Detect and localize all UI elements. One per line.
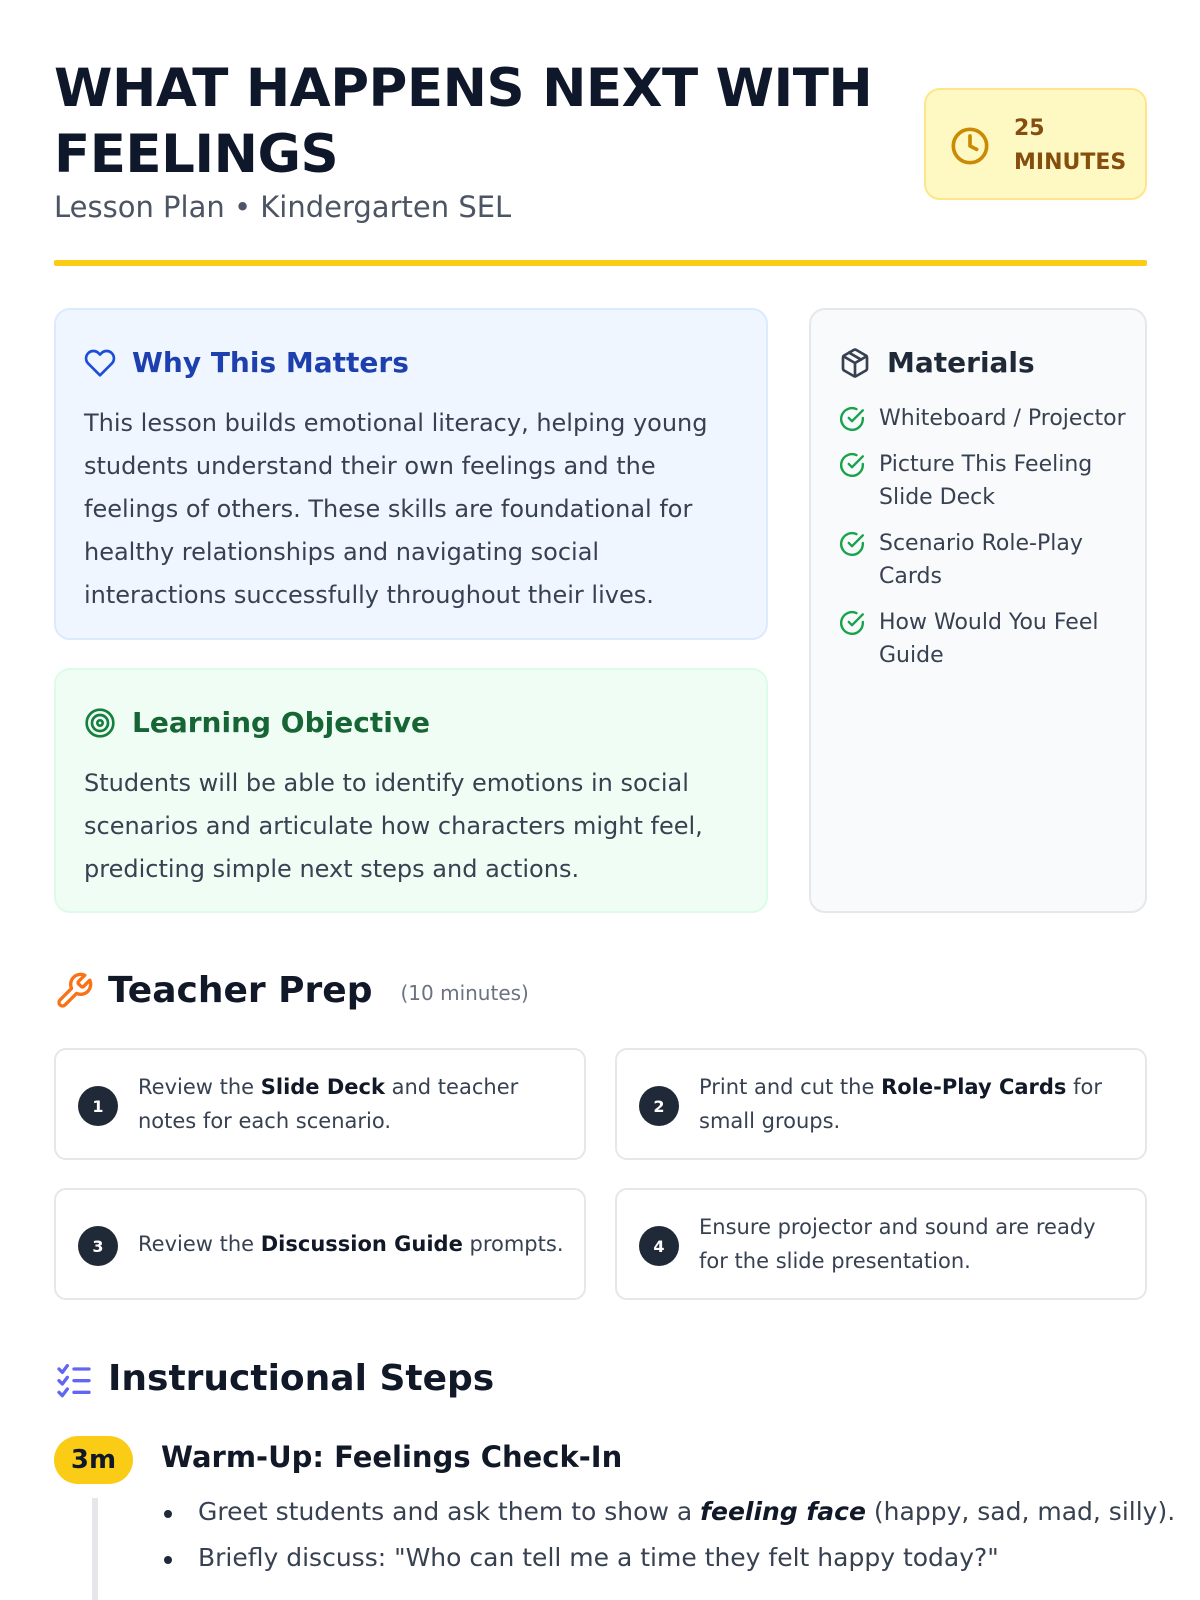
objective-body: Students will be able to identify emotions in social scenarios and articulate how characters might feel, predicting simple next steps and actions. — [84, 769, 703, 883]
prep-text-part: Print and cut the — [699, 1075, 882, 1099]
prep-text-part: Ensure projector and sound are ready for the slide presentation. — [699, 1215, 1096, 1273]
prep-step-text — [138, 1070, 566, 1138]
list-item — [158, 1494, 1175, 1530]
materials-item-label: Picture This Feeling Slide Deck — [879, 452, 1093, 510]
step-bullet-list — [158, 1494, 1175, 1586]
prep-step-number: 3 — [78, 1226, 118, 1266]
prep-item — [54, 1048, 586, 1160]
box-icon — [839, 347, 871, 379]
bullet-text-part: (happy, sad, mad, silly). — [865, 1497, 1176, 1526]
prep-text-bold: Slide Deck — [260, 1075, 385, 1099]
step-timeline-rail — [92, 1498, 98, 1600]
check-circle-icon — [839, 610, 865, 636]
prep-step-text — [138, 1227, 566, 1261]
teacher-prep-label: Teacher Prep — [108, 970, 373, 1011]
prep-text-bold: Role-Play Cards — [881, 1075, 1067, 1099]
materials-list — [839, 402, 1131, 685]
check-circle-icon — [839, 406, 865, 432]
learning-objective-card — [54, 668, 768, 913]
materials-item — [839, 527, 1131, 593]
header — [54, 56, 1147, 266]
step-title: Warm-Up: Feelings Check-In — [161, 1440, 623, 1474]
why-this-matters-card — [54, 308, 768, 640]
prep-text-part: prompts. — [462, 1232, 564, 1256]
instructional-steps-heading — [54, 1358, 494, 1399]
prep-text-part: Review the — [138, 1075, 261, 1099]
materials-item — [839, 606, 1131, 672]
materials-item — [839, 402, 1131, 435]
clock-icon — [950, 126, 990, 166]
why-heading — [84, 346, 409, 379]
header-divider — [54, 260, 1147, 266]
duration-number: 25 — [1014, 116, 1045, 141]
materials-item-label: Scenario Role-Play Cards — [879, 531, 1083, 589]
duration-badge — [924, 88, 1147, 200]
page-title: WHAT HAPPENS NEXT WITH FEELINGS — [54, 58, 873, 185]
teacher-prep-heading — [54, 970, 529, 1011]
materials-heading-label: Materials — [887, 346, 1035, 379]
prep-text-bold: Discussion Guide — [260, 1232, 463, 1256]
heart-icon — [84, 347, 116, 379]
materials-item-label: Whiteboard / Projector — [879, 406, 1126, 431]
objective-heading — [84, 706, 430, 739]
objective-heading-label: Learning Objective — [132, 706, 431, 739]
materials-card — [809, 308, 1147, 913]
duration-unit: MINUTES — [1014, 150, 1127, 175]
bullet-text-emphasis: feeling face — [700, 1497, 866, 1526]
check-circle-icon — [839, 452, 865, 478]
prep-step-number: 1 — [78, 1086, 118, 1126]
target-icon — [84, 707, 116, 739]
duration-text — [1014, 112, 1126, 180]
prep-text-part: for small groups. — [699, 1075, 1102, 1133]
wrench-icon — [54, 971, 94, 1011]
prep-item — [54, 1188, 586, 1300]
check-circle-icon — [839, 531, 865, 557]
prep-step-text — [699, 1210, 1127, 1278]
materials-item-label: How Would You Feel Guide — [879, 610, 1099, 668]
materials-item — [839, 448, 1131, 514]
prep-item — [615, 1048, 1147, 1160]
step-duration-badge: 3m — [54, 1436, 133, 1484]
prep-step-number: 2 — [639, 1086, 679, 1126]
prep-item — [615, 1188, 1147, 1300]
teacher-prep-duration: (10 minutes) — [400, 980, 529, 1005]
materials-heading — [839, 346, 1035, 379]
bullet-text-part: Greet students and ask them to show a — [198, 1497, 701, 1526]
page-subtitle: Lesson Plan • Kindergarten SEL — [54, 190, 512, 224]
instructional-steps-label: Instructional Steps — [108, 1358, 495, 1399]
list-item: Briefly discuss: "Who can tell me a time they felt happy today?" — [158, 1540, 1175, 1576]
why-heading-label: Why This Matters — [132, 346, 409, 379]
prep-text-part: and teacher notes for each scenario. — [138, 1075, 519, 1133]
prep-step-number: 4 — [639, 1226, 679, 1266]
prep-step-text — [699, 1070, 1127, 1138]
why-body: This lesson builds emotional literacy, helping young students understand their own feelings and the feelings of others. These skills are foundational for healthy relationships and navigating social interactions successfully throughout their lives. — [84, 409, 708, 609]
prep-text-part: Review the — [138, 1232, 261, 1256]
list-checks-icon — [54, 1359, 94, 1399]
